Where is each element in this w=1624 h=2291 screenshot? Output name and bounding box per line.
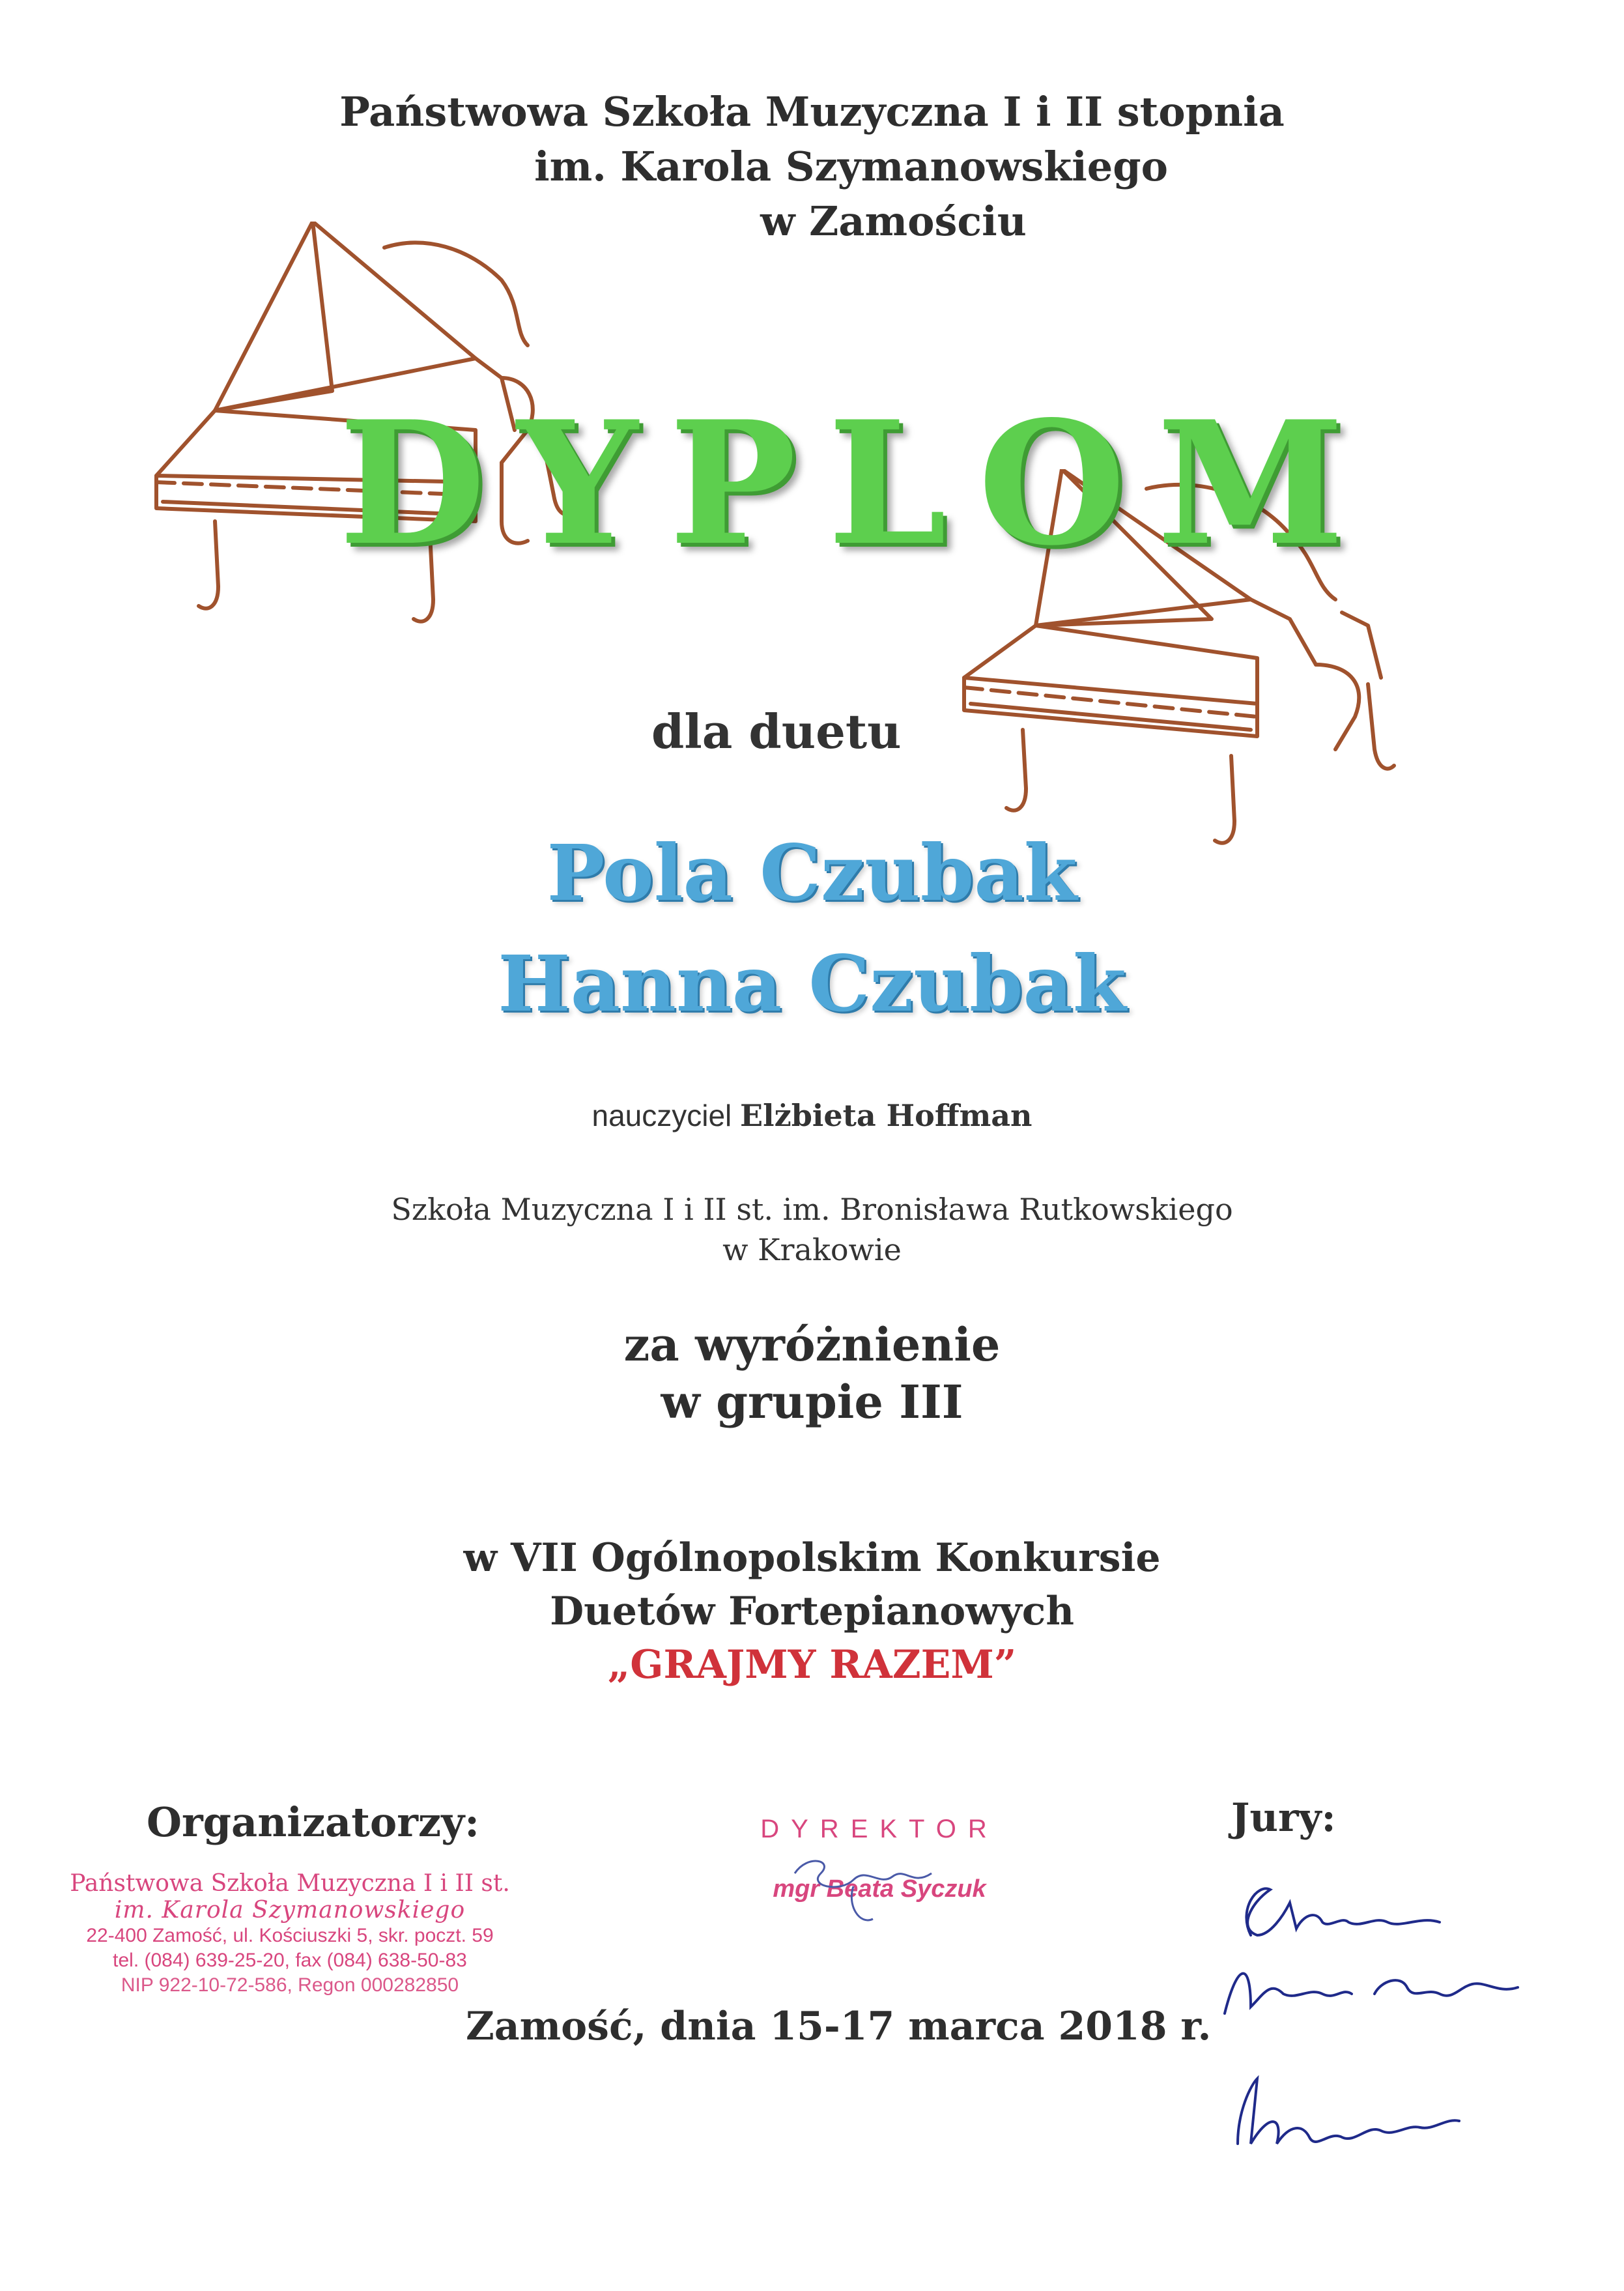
award-line-1: za wyróżnienie — [623, 1318, 1001, 1372]
header-line-2: im. Karola Szymanowskiego — [534, 143, 1168, 190]
for-duo-label: dla duetu — [651, 704, 902, 759]
jury-label: Jury: — [1231, 1795, 1336, 1841]
stamp-line-5: NIP 922-10-72-586, Regon 000282850 — [121, 1974, 459, 1996]
place-and-date: Zamość, dnia 15-17 marca 2018 r. — [466, 2004, 1212, 2049]
teacher-label: nauczyciel — [591, 1099, 732, 1132]
stamp-line-1: Państwowa Szkoła Muzyczna I i II st. — [70, 1870, 510, 1897]
director-title: DYREKTOR — [760, 1815, 999, 1843]
award-line-2: w grupie III — [661, 1375, 963, 1429]
recipient-school — [0, 1189, 1624, 1270]
recipient-school-line-2: w Krakowie — [722, 1232, 902, 1267]
school-stamp — [62, 1870, 518, 1998]
recipient-name-1: Pola Czubak — [547, 828, 1077, 918]
contest-name — [0, 1531, 1624, 1692]
contest-line-3: „GRAJMY RAZEM” — [607, 1642, 1017, 1688]
director-name: mgr Beata Syczuk — [773, 1875, 986, 1903]
header-line-1: Państwowa Szkoła Muzyczna I i II stopnia — [339, 88, 1285, 136]
teacher-line — [0, 1098, 1624, 1133]
stamp-line-2: im. Karola Szymanowskiego — [114, 1897, 466, 1924]
director-signature — [782, 1847, 951, 1932]
stamp-line-4: tel. (084) 639-25-20, fax (084) 638-50-83 — [113, 1950, 467, 1971]
teacher-name: Elżbieta Hoffman — [740, 1098, 1033, 1133]
header-line-3: w Zamościu — [760, 197, 1027, 245]
recipient-name-2: Hanna Czubak — [498, 938, 1126, 1029]
diploma-title: DYPLOM — [339, 384, 1376, 583]
recipient-school-line-1: Szkoła Muzyczna I i II st. im. Bronisława Rutkowskiego — [391, 1192, 1233, 1227]
stamp-line-3: 22-400 Zamość, ul. Kościuszki 5, skr. poczt. 59 — [86, 1925, 494, 1946]
award-text — [0, 1316, 1624, 1431]
organizers-label: Organizatorzy: — [147, 1798, 479, 1846]
contest-line-1: w VII Ogólnopolskim Konkursie — [463, 1535, 1161, 1581]
jury-signatures — [1212, 1864, 1550, 2189]
contest-line-2: Duetów Fortepianowych — [550, 1589, 1074, 1634]
